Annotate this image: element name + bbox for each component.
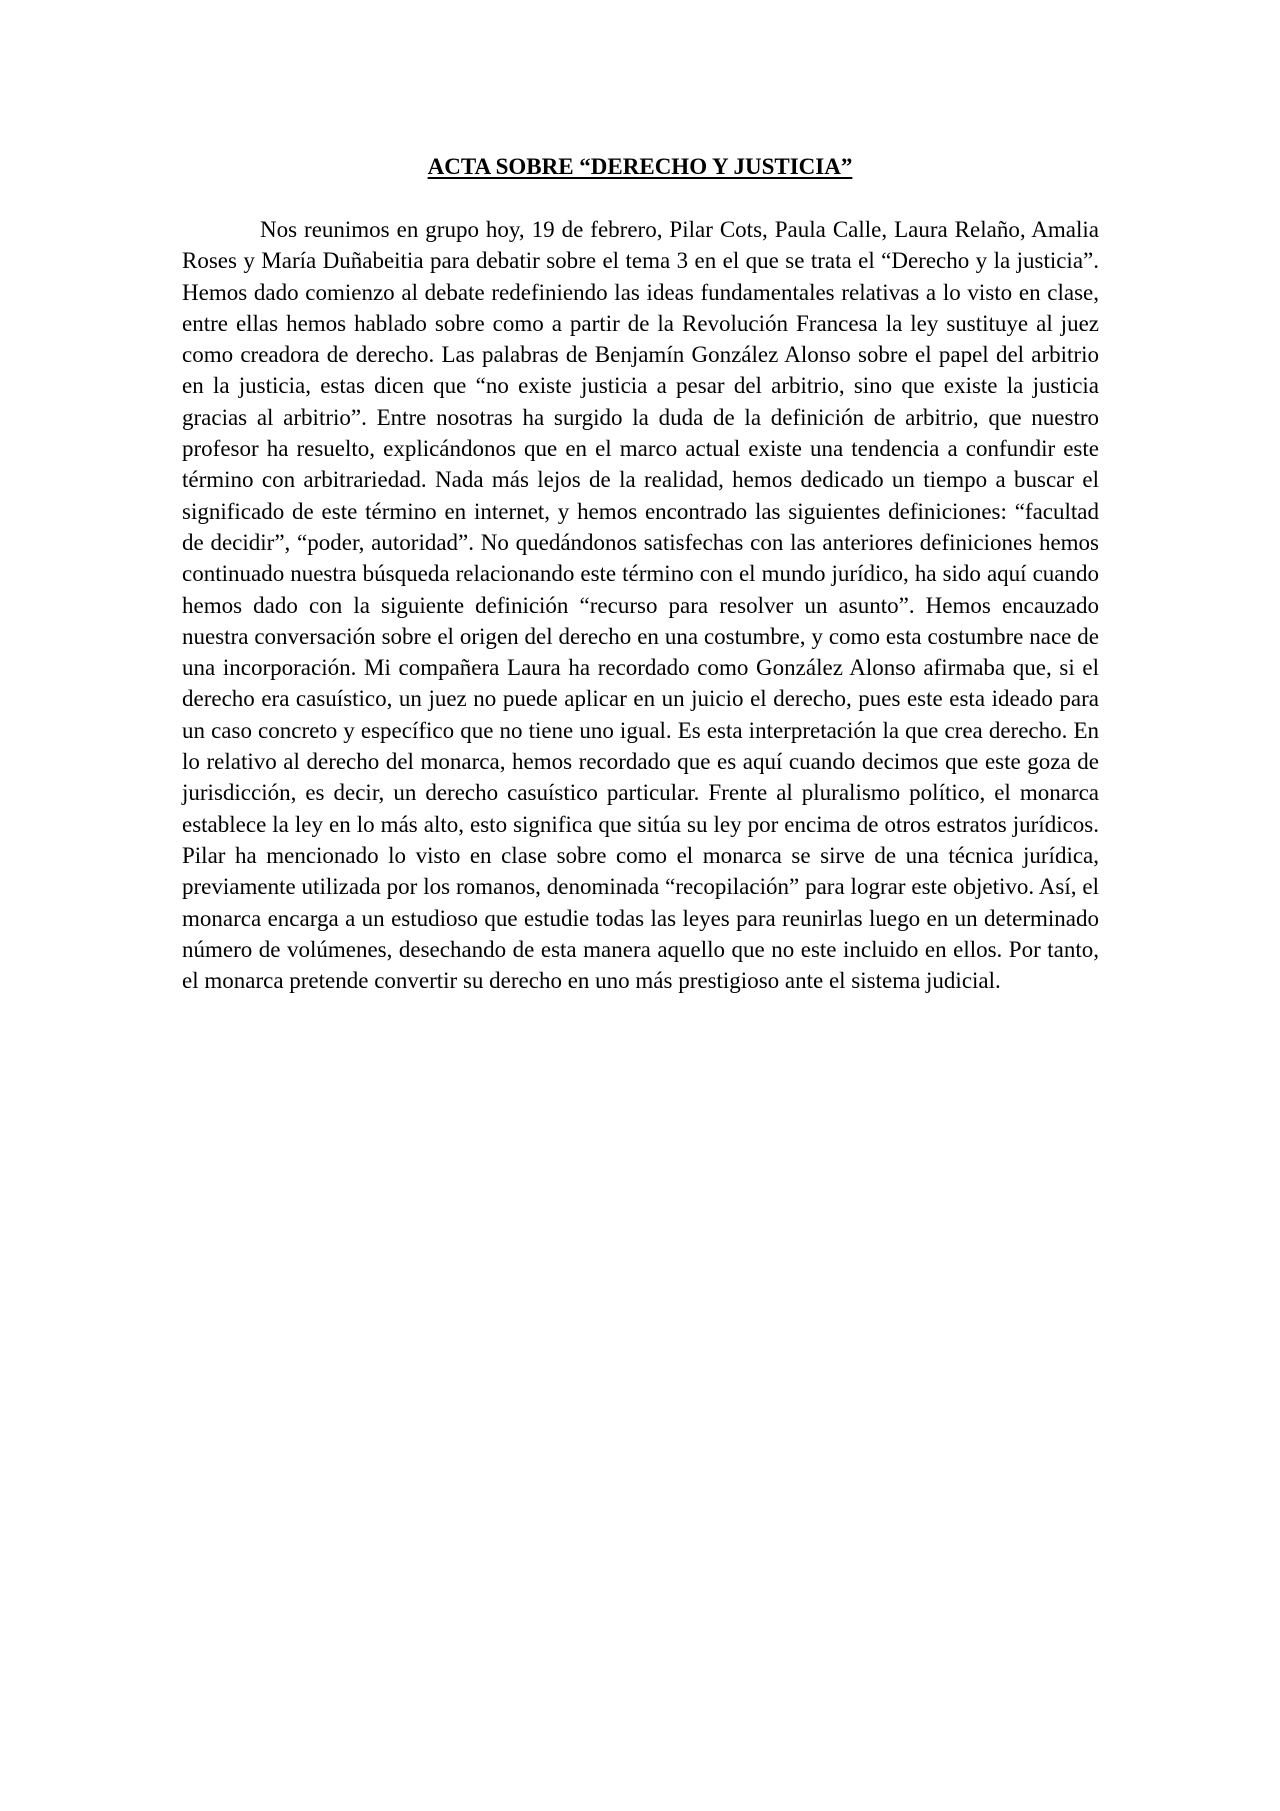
document-title: ACTA SOBRE “DERECHO Y JUSTICIA” bbox=[427, 154, 853, 179]
document-body-paragraph: Nos reunimos en grupo hoy, 19 de febrero, Pilar Cots, Paula Calle, Laura Relaño, Amalia Roses y María Duñabeitia para debatir sobre el tema 3 en el que se trata el “Derecho y la justicia”. Hemos dado comienzo al debate redefiniendo las ideas fundamentales relativas a lo visto en clase, entre ellas hemos hablado sobre como a partir de la Revolución Francesa la ley sustituye al juez como creadora de derecho. Las palabras de Benjamín González Alonso sobre el papel del arbitrio en la justicia, estas dicen que “no existe justicia a pesar del arbitrio, sino que existe la justicia gracias al arbitrio”. Entre nosotras ha surgido la duda de la definición de arbitrio, que nuestro profesor ha resuelto, explicándonos que en el marco actual existe una tendencia a confundir este término con arbitrariedad. Nada más lejos de la realidad, hemos dedicado un tiempo a buscar el significado de este término en internet, y hemos encontrado las siguientes definiciones: “facultad de decidir”, “poder, autoridad”. No quedándonos satisfechas con las anteriores definiciones hemos continuado nuestra búsqueda relacionando este término con el mundo jurídico, ha sido aquí cuando hemos dado con la siguiente definición “recurso para resolver un asunto”. Hemos encauzado nuestra conversación sobre el origen del derecho en una costumbre, y como esta costumbre nace de una incorporación. Mi compañera Laura ha recordado como González Alonso afirmaba que, si el derecho era casuístico, un juez no puede aplicar en un juicio el derecho, pues este esta ideado para un caso concreto y específico que no tiene uno igual. Es esta interpretación la que crea derecho. En lo relativo al derecho del monarca, hemos recordado que es aquí cuando decimos que este goza de jurisdicción, es decir, un derecho casuístico particular. Frente al pluralismo político, el monarca establece la ley en lo más alto, esto significa que sitúa su ley por encima de otros estratos jurídicos. Pilar ha mencionado lo visto en clase sobre como el monarca se sirve de una técnica jurídica, previamente utilizada por los romanos, denominada “recopilación” para lograr este objetivo. Así, el monarca encarga a un estudioso que estudie todas las leyes para reunirlas luego en un determinado número de volúmenes, desechando de esta manera aquello que no este incluido en ellos. Por tanto, el monarca pretende convertir su derecho en uno más prestigioso ante el sistema judicial. bbox=[182, 217, 1099, 994]
